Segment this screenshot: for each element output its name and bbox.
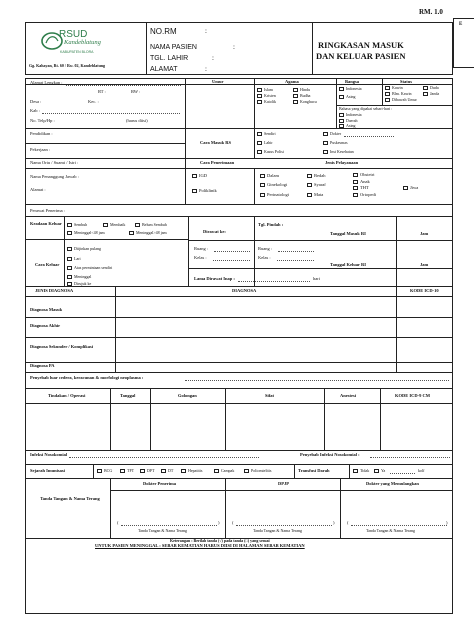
ttd-small-1: Tanda Tangan & Nama Terang [138,528,187,533]
label-dokter-pulang: Dokter yang Memulangkan [366,481,419,486]
option-jiwa: Jiwa [410,185,419,190]
fill-line[interactable] [66,85,181,86]
col-line [294,464,295,478]
row-line [25,478,453,479]
row-line [25,362,453,363]
checkbox-konghucu[interactable] [293,100,298,104]
checkbox-diijinkan-pulang[interactable] [67,247,72,251]
header-golongan: Golongan [178,393,197,398]
header-jenis-diagnosa: JENIS DIAGNOSA [35,288,74,293]
option-kasus-polisi: Kasus Polisi [264,149,284,154]
label-ruang-2: Ruang : [258,246,273,251]
col-line [336,78,337,128]
label-infeksi: Infeksi Nosokomial [30,452,68,457]
col-line [349,464,350,478]
paren-close-2: ) [333,520,335,525]
checkbox-tht[interactable] [353,186,358,190]
fill-line[interactable] [344,136,394,137]
checkbox-polio[interactable] [244,469,249,473]
checkbox-meninggal-lebih-48[interactable] [129,231,134,235]
colon-nama: : [233,43,235,51]
header-kode-icd10: KODE ICD-10 [410,288,439,293]
checkbox-belum-sembuh[interactable] [135,223,140,227]
label-penanggung-jawab: Nama Penanggung Jawab : [30,174,79,179]
option-kawin: Kawin [392,85,403,90]
row-line [188,240,453,241]
option-meninggal-kurang-48: Meninggal<48 jam [74,230,105,235]
row-line [25,286,453,287]
label-nama-ortu: Nama Ortu / Suami / Istri : [30,160,79,165]
col-line [396,286,397,372]
label-cara-keluar: Cara Keluar [35,262,60,267]
checkbox-ya[interactable] [374,469,379,473]
label-harus-diisi: (harus diisi) [126,118,148,123]
option-tft: TFT [127,468,135,473]
col-line [225,478,226,538]
option-tht: THT [360,185,369,190]
col-line [254,216,255,286]
option-duda: Duda [430,85,439,90]
row-line [25,464,453,465]
checkbox-membaik[interactable] [103,223,108,227]
checkbox-inst-kesehatan[interactable] [323,150,328,154]
label-penyebab-infeksi: Penyebab Infeksi Nosokomial : [300,452,360,457]
header-icd9: KODE ICD-9 CM [395,393,430,398]
row-line [25,128,453,129]
option-kristen: Kristen [264,93,276,98]
label-pekerjaan: Pekerjaan : [30,147,51,152]
fill-line[interactable] [277,260,314,261]
option-mata: Mata [314,192,324,197]
option-islam: Islam [264,87,273,92]
label-dokter-penerima: Dokter Penerima [143,481,177,486]
row-line [25,168,453,169]
label-telp: No. Telp/Hp : [30,118,55,123]
signature-line-2[interactable] [236,525,332,526]
option-bangsa-indonesia: Indonesia [346,86,362,91]
checkbox-igd[interactable] [192,174,197,178]
checkbox-ginekologi[interactable] [260,183,265,187]
keterangan: Keterangan : Berilah tanda (√) pada tanda (□) yang sesuai [170,538,270,543]
checkbox-katolik[interactable] [257,100,262,104]
checkbox-bahasa-indonesia[interactable] [339,113,344,117]
colon-alamat: : [205,65,207,73]
checkbox-lahir[interactable] [257,141,262,145]
checkbox-hepatitis[interactable] [181,469,186,473]
option-katolik: Katolik [264,99,276,104]
checkbox-dalam[interactable] [260,174,265,178]
col-line [340,478,341,538]
col-line [185,128,186,204]
option-campak: Campak [221,468,235,473]
option-ginekologi: Ginekologi [267,182,288,187]
option-ya: Ya [381,468,386,473]
checkbox-kasus-polisi[interactable] [257,150,262,154]
checkbox-bahasa-daerah[interactable] [339,119,344,123]
paren-open-1: ( [117,520,119,525]
logo-text: RSUD [59,29,88,40]
row-line [25,143,185,144]
col-line [188,216,189,286]
diagnosis-row-sekunder: Diagnosa Sekunder / Komplikasi [30,344,94,349]
checkbox-tidak[interactable] [353,469,358,473]
paren-close-3: ) [446,520,448,525]
col-line [93,464,94,478]
checkbox-asing[interactable] [339,95,344,99]
row-line [25,204,453,205]
col-line [254,168,255,204]
option-janda: Janda [430,91,440,96]
label-imunisasi: Sejarah Imunisasi [30,468,65,473]
option-syaraf: Syaraf [314,182,326,187]
col-line [380,388,381,450]
label-alamat: ALAMAT [150,66,178,73]
checkbox-syaraf[interactable] [307,183,312,187]
corner-box [453,18,474,68]
col-line [115,286,116,372]
header-tindakan: Tindakan / Operasi [48,393,86,398]
option-lari: Lari [74,256,81,261]
row-line [25,388,453,389]
option-anak: Anak [360,179,370,184]
option-bcg: BCG [104,468,113,473]
label-rt: RT : [98,89,106,94]
ttd-small-3: Tanda Tangan & Nama Terang [366,528,415,533]
option-bedah: Bedah [314,173,326,178]
option-poliklinik: Poliklinik [199,188,217,193]
col-line [185,78,186,128]
option-ortopedi: Ortopedi [360,192,376,197]
col-line [64,216,65,286]
title-line2: DAN KELUAR PASIEN [316,51,406,61]
checkbox-sembuh[interactable] [67,223,72,227]
checkbox-dibawah-umur[interactable] [385,98,390,102]
fill-line[interactable] [214,251,250,252]
label-perawat: Perawat Penerima : [30,208,65,213]
checkbox-sendiri[interactable] [257,132,262,136]
option-bahasa-indonesia: Indonesia [346,112,362,117]
checkbox-budha[interactable] [293,94,298,98]
col-line [110,478,111,538]
checkbox-anak[interactable] [353,180,358,184]
header-divider-left [146,22,147,75]
option-atas-permintaan: Atas permintaan sendiri [74,265,113,270]
label-lama-dirawat: Lama Dirawat Inap : [194,276,235,281]
option-bahasa-daerah: Daerah [346,118,358,123]
label-rw: RW : [131,89,141,94]
option-sendiri: Sendiri [264,131,276,136]
label-jenis-pelayanan: Jenis Pelayanaan [325,160,359,165]
checkbox-duda[interactable] [423,86,428,90]
checkbox-islam[interactable] [257,88,262,92]
label-kec: Kec. : [88,99,99,104]
label-norm: NO.RM [150,27,177,36]
label-status: Status [400,79,413,84]
checkbox-dpt[interactable] [140,469,145,473]
checkbox-hindu[interactable] [293,88,298,92]
label-dpjp: DPJP [278,481,289,486]
signature-line-1[interactable] [121,525,217,526]
paren-open-2: ( [232,520,234,525]
row-line [25,216,453,217]
option-igd: IGD [199,173,207,178]
col-line [382,78,383,105]
checkbox-mata[interactable] [307,193,312,197]
fill-line[interactable] [69,457,259,458]
option-tidak: Tidak [360,468,370,473]
col-line [254,128,255,158]
row-line [25,403,453,404]
header-anestesi: Anestesi [340,393,356,398]
row-line [25,372,453,373]
row-line [110,490,453,491]
checkbox-blm-kawin[interactable] [385,92,390,96]
header-sifat: Sifat [265,393,274,398]
label-tgl-lahir: TGL. LAHIR [150,55,189,62]
label-cara-masuk: Cara Masuk RS [200,140,232,145]
option-obstetri: Obstetri [360,172,375,177]
label-nama-pasien: NAMA PASIEN [150,44,197,51]
label-tanggal-keluar: Tanggal Keluar RI [330,262,367,267]
option-blm-kawin: Blm. Kawin [392,91,412,96]
fill-line[interactable] [238,281,310,282]
option-bangsa-asing: Asing [346,94,356,99]
label-umur: Umur [212,79,224,84]
signature-line-3[interactable] [351,525,447,526]
row-line [25,158,453,159]
label-keadaan-keluar: Keadaan Keluar [30,221,62,226]
checkbox-kristen[interactable] [257,94,262,98]
row-line [25,450,453,451]
label-kelas-2: Kelas : [258,255,271,260]
checkbox-poliklinik[interactable] [192,189,197,193]
col-line [254,78,255,128]
option-bahasa-asing: Asing [346,123,356,128]
checkbox-tft[interactable] [120,469,125,473]
label-kolf: kolf [418,468,425,473]
row-line [188,268,453,269]
checkbox-janda[interactable] [423,92,428,96]
label-transfusi: Transfusi Darah [298,468,330,473]
label-cara-penerimaan: Cara Penerimaan [200,160,235,165]
option-belum-sembuh: Belum Sembuh [142,222,167,227]
label-jam-masuk: Jam [420,231,429,236]
label-agama: Agama [285,79,299,84]
option-budha: Budha [300,93,311,98]
checkbox-kawin[interactable] [385,86,390,90]
checkbox-meninggal-kurang-48[interactable] [67,231,72,235]
logo-sub: KABUPATEN BLORA [60,50,94,54]
col-line [324,388,325,450]
option-dt: DT [168,468,174,473]
checkbox-lari[interactable] [67,257,72,261]
row-line [25,317,453,318]
diagnosis-row-masuk: Diagnosa Masuk [30,307,63,312]
checkbox-obstetri[interactable] [353,173,358,177]
fill-line[interactable] [370,457,450,458]
label-desa: Desa : [30,99,42,104]
option-sembuh: Sembuh [74,222,88,227]
checkbox-dt[interactable] [161,469,166,473]
checkbox-jiwa[interactable] [403,186,408,190]
checkbox-dokter[interactable] [323,132,328,136]
option-diijinkan-pulang: Diijinkan pulang [74,246,101,251]
row-line [25,296,453,297]
option-hepatitis: Hepatitis [188,468,203,473]
diagnosis-row-pa: Diagnosa PA [30,363,55,368]
option-dibawah-umur: Dibawah Umur [392,97,417,102]
checkbox-indonesia[interactable] [339,87,344,91]
option-dirujuk: Dirujuk ke [74,281,92,286]
colon-norm: : [205,27,207,35]
logo-script: Kandeblatung [64,39,101,46]
label-ttd: Tanda Tangan & Nama Terang [40,496,100,501]
label-kelas: Kelas : [194,255,207,260]
option-konghucu: Konghucu [300,99,317,104]
label-tgl-pindah: Tgl. Pindah : [258,222,284,227]
checkbox-bedah[interactable] [307,174,312,178]
checkbox-bcg[interactable] [97,469,102,473]
header-divider-right [312,22,313,75]
label-kab: Kab : [30,108,40,113]
row-line [25,239,188,240]
corner-letter: E [459,22,463,27]
checkbox-ortopedi[interactable] [353,193,358,197]
checkbox-perinatologi[interactable] [260,193,265,197]
option-dokter: Dokter [330,131,342,136]
label-ruang: Ruang : [194,246,209,251]
option-hindu: Hindu [300,87,310,92]
title-line1: RINGKASAN MASUK [318,40,404,50]
warning-meninggal: UNTUK PASIEN MENINGGAL : SEBAB KEMATIAN HARUS DIISI DI HALAMAN SEBAB KEMATIAN [95,543,305,548]
header-diagnosa: DIAGNOSA [232,288,257,293]
label-bahasa: Bahasa yang dipakai sehari-hari : [339,106,393,111]
col-line [396,216,397,286]
option-inst-kesehatan: Inst Kesehatan [330,149,354,154]
fill-line[interactable] [42,113,180,114]
rm-code: RM. 1.0 [419,8,443,16]
option-polio: Poliomielitis [251,468,272,473]
fill-line[interactable] [390,473,415,474]
checkbox-campak[interactable] [214,469,219,473]
label-alamat-pj: Alamat : [30,187,46,192]
label-tanggal-masuk: Tanggal Masuk RI [330,231,366,236]
label-pendidikan: Pendidikan : [30,131,53,136]
row-line [25,337,453,338]
label-dirawat-ke: Dirawat ke: [203,229,226,234]
header-tanggal: Tanggal [120,393,136,398]
ttd-small-2: Tanda Tangan & Nama Terang [253,528,302,533]
paren-open-3: ( [347,520,349,525]
diagnosis-row-akhir: Diagnosa Akhir [30,323,61,328]
checkbox-meninggal[interactable] [67,275,72,279]
paren-close-1: ) [218,520,220,525]
label-alamat-lengkap: Alamat Lengkap : [30,80,63,85]
checkbox-atas-permintaan[interactable] [67,266,72,270]
fill-line[interactable] [213,260,250,261]
option-lahir: Lahir [264,140,273,145]
hospital-address: Gg. Kahayan, Rt. 60 / Rw. 02, Kandeblatung [29,63,106,68]
option-membaik: Membaik [110,222,126,227]
label-penyebab-luar: Penyebab luar cedera, keracunan & morfologi neoplasma : [30,375,144,380]
col-line [110,388,111,450]
option-meninggal-lebih-48: Meninggal>48 jam [136,230,167,235]
col-line [225,388,226,450]
option-puskesmas: Puskesmas [330,140,348,145]
col-line [150,388,151,450]
colon-tgl: : [212,54,214,62]
checkbox-puskesmas[interactable] [323,141,328,145]
label-jam-keluar: Jam [420,262,429,267]
option-dalam: Dalam [267,173,279,178]
label-hari: hari [313,276,320,281]
option-dpt: DPT [147,468,155,473]
option-meninggal: Meninggal [74,274,92,279]
fill-line[interactable] [278,251,314,252]
label-bangsa: Bangsa [345,79,360,84]
option-perinatologi: Perinatologi [267,192,289,197]
fill-line[interactable] [185,380,449,381]
